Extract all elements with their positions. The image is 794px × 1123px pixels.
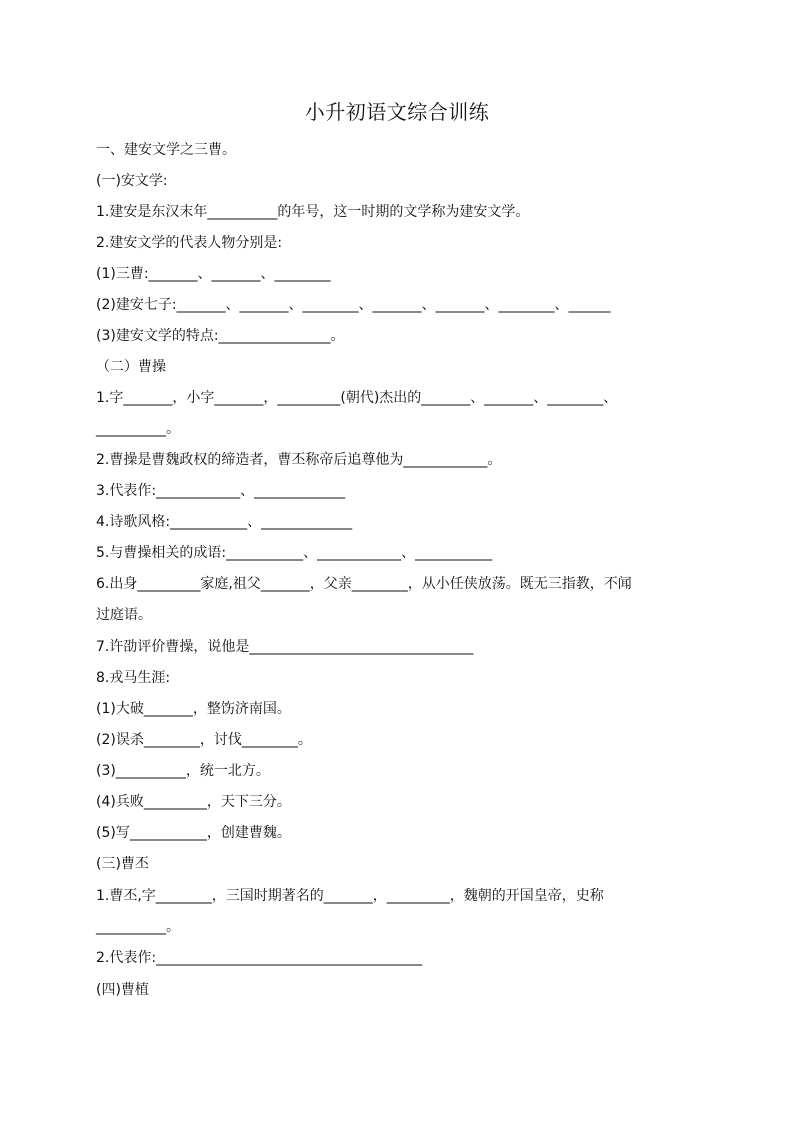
caocao-question-8-4	[96, 792, 706, 812]
line-text: (2)建安七子:_______、_______、________、_______、_______、________、______	[96, 297, 611, 313]
subsection-heading-caozhi	[96, 980, 706, 1000]
question-2-3	[96, 326, 706, 346]
caocao-question-8-3	[96, 761, 706, 781]
caocao-question-8-1	[96, 699, 706, 719]
line-text: (4)兵败_________，天下三分。	[96, 794, 291, 810]
page-title: 小升初语文综合训练	[304, 100, 490, 124]
caocao-question-6	[96, 574, 706, 594]
line-text: 6.出身_________家庭,祖父_______，父亲________，从小任侠放荡。既无三指教，不闻	[96, 576, 632, 592]
line-text: (2)误杀________，讨伐________。	[96, 732, 312, 748]
caocao-question-4	[96, 512, 706, 532]
caopi-question-1	[96, 886, 706, 906]
line-text: (一)安文学:	[96, 173, 168, 189]
line-text: 8.戎马生涯:	[96, 670, 171, 686]
caocao-question-7	[96, 637, 706, 657]
line-text: (5)写___________，创建曹魏。	[96, 825, 291, 841]
question-2	[96, 233, 706, 253]
line-text: 3.代表作:____________、_____________	[96, 483, 346, 499]
line-text: (四)曹植	[96, 982, 149, 998]
line-text: 2.曹操是曹魏政权的缔造者，曹丕称帝后追尊他为____________。	[96, 452, 502, 468]
caocao-question-8-5	[96, 823, 706, 843]
question-2-1	[96, 264, 706, 284]
line-text: (3)__________，统一北方。	[96, 763, 270, 779]
section-heading-sancao	[96, 140, 706, 160]
line-text: 5.与曹操相关的成语:___________、____________、___________	[96, 545, 493, 561]
caopi-question-2	[96, 948, 706, 968]
question-1	[96, 202, 706, 222]
line-text: (三)曹丕	[96, 856, 149, 872]
caocao-question-6-cont	[96, 605, 706, 625]
caocao-question-5	[96, 543, 706, 563]
line-text: 7.许劭评价曹操，说他是________________________________	[96, 639, 474, 655]
caocao-question-1-cont	[96, 419, 706, 439]
caocao-question-1	[96, 388, 706, 408]
caocao-question-3	[96, 481, 706, 501]
line-text: 一、建安文学之三曹。	[96, 142, 236, 158]
question-2-2	[96, 295, 706, 315]
line-text: (1)大破_______，整饬济南国。	[96, 701, 291, 717]
line-text: 1.建安是东汉末年__________的年号，这一时期的文学称为建安文学。	[96, 204, 530, 220]
line-text: 4.诗歌风格:___________、_____________	[96, 514, 353, 530]
caocao-question-2	[96, 450, 706, 470]
caopi-question-1-cont	[96, 917, 706, 937]
line-text: (1)三曹:_______、_______、________	[96, 266, 331, 282]
line-text: __________。	[96, 421, 180, 437]
subsection-heading-caocao	[96, 357, 706, 377]
subsection-heading-caopi	[96, 854, 706, 874]
line-text: __________。	[96, 919, 180, 935]
line-text: 过庭语。	[96, 607, 152, 623]
line-text: （二）曹操	[96, 359, 166, 375]
line-text: 1.字_______，小字_______，_________(朝代)杰出的_______、_______、________、	[96, 390, 618, 406]
caocao-question-8	[96, 668, 706, 688]
line-text: (3)建安文学的特点:________________。	[96, 328, 345, 344]
line-text: 2.建安文学的代表人物分别是:	[96, 235, 283, 251]
line-text: 2.代表作:______________________________________	[96, 950, 423, 966]
line-text: 1.曹丕,字________，三国时期著名的_______，_________，魏朝的开国皇帝，史称	[96, 888, 604, 904]
caocao-question-8-2	[96, 730, 706, 750]
subsection-heading-jianan	[96, 171, 706, 191]
